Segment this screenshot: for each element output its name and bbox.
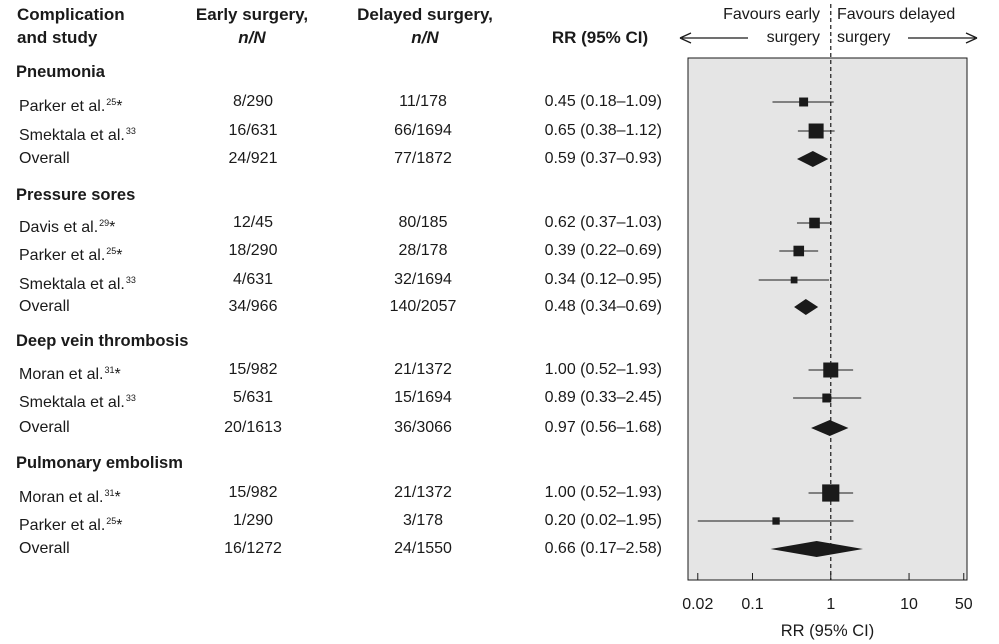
overall-label: Overall — [19, 419, 70, 436]
header-early-line2: n/N — [238, 28, 266, 47]
x-tick-label: 0.02 — [682, 596, 714, 613]
reference-superscript: 29 — [99, 218, 110, 228]
estimate-square — [809, 124, 824, 139]
header-delayed-line2: n/N — [411, 28, 439, 47]
x-tick-label: 10 — [900, 596, 918, 613]
reference-superscript: 31 — [104, 488, 115, 498]
group-heading: Deep vein thrombosis — [16, 332, 189, 350]
early-surgery-value: 20/1613 — [224, 419, 282, 436]
star-marker: * — [109, 219, 116, 236]
delayed-surgery-value: 140/2057 — [389, 298, 457, 315]
header-complication-line1: Complication — [17, 5, 125, 24]
rr-ci-value: 0.39 (0.22–0.69) — [544, 242, 662, 259]
early-surgery-value: 12/45 — [232, 214, 274, 231]
star-marker: * — [116, 98, 123, 115]
early-surgery-value: 34/966 — [228, 298, 278, 315]
overall-label: Overall — [19, 540, 70, 557]
favours-delayed-line2: surgery — [837, 29, 891, 46]
favours-delayed-line1: Favours delayed — [837, 6, 956, 23]
early-surgery-value: 24/921 — [228, 150, 278, 167]
header-early-line1: Early surgery, — [195, 5, 309, 24]
reference-superscript: 33 — [125, 126, 136, 136]
study-name: Smektala et al.$^{33}$ — [19, 126, 136, 144]
plot-background — [688, 58, 967, 580]
header-delayed-line1: Delayed surgery, — [357, 5, 493, 24]
delayed-surgery-value: 66/1694 — [394, 122, 452, 139]
early-surgery-value: 18/290 — [228, 242, 278, 259]
study-name: Smektala et al.$^{33}$ — [19, 393, 136, 411]
header-complication-line2: and study — [17, 28, 98, 47]
delayed-surgery-value: 15/1694 — [394, 389, 452, 406]
early-surgery-value: 15/982 — [228, 361, 278, 378]
group-heading: Pulmonary embolism — [16, 454, 183, 472]
x-tick-label: 0.1 — [741, 596, 764, 613]
x-tick-label: 50 — [954, 596, 973, 613]
rr-ci-value: 0.97 (0.56–1.68) — [544, 419, 662, 436]
early-surgery-value: 8/290 — [232, 93, 274, 110]
reference-superscript: 25 — [106, 516, 117, 526]
overall-label: Overall — [19, 298, 70, 315]
early-surgery-value: 4/631 — [232, 271, 274, 288]
star-marker: * — [116, 517, 123, 534]
estimate-square — [793, 246, 804, 257]
rr-ci-value: 0.45 (0.18–1.09) — [544, 93, 662, 110]
early-surgery-value: 16/1272 — [224, 540, 282, 557]
study-name: Parker et al.$^{25}$* — [19, 246, 123, 264]
reference-superscript: 33 — [125, 393, 136, 403]
star-marker: * — [114, 366, 121, 383]
favours-early-line2: surgery — [766, 29, 820, 46]
overall-label: Overall — [19, 150, 70, 167]
early-surgery-value: 1/290 — [232, 512, 274, 529]
early-surgery-value: 5/631 — [232, 389, 274, 406]
early-surgery-value: 16/631 — [228, 122, 278, 139]
study-name: Moran et al.$^{31}$* — [19, 488, 121, 506]
header-rr: RR (95% CI) — [551, 28, 649, 47]
rr-ci-value: 0.20 (0.02–1.95) — [544, 512, 662, 529]
direction-arrows — [680, 33, 977, 43]
x-axis — [682, 573, 973, 640]
star-marker: * — [114, 489, 121, 506]
x-tick-label: 1 — [826, 596, 836, 613]
estimate-square — [822, 394, 831, 403]
rr-ci-value: 0.59 (0.37–0.93) — [544, 150, 662, 167]
study-name: Parker et al.$^{25}$* — [19, 516, 123, 534]
reference-superscript: 31 — [104, 365, 115, 375]
study-name: Parker et al.$^{25}$* — [19, 97, 123, 115]
estimate-square — [809, 218, 820, 229]
estimate-square — [822, 484, 839, 501]
rr-ci-value: 1.00 (0.52–1.93) — [544, 361, 662, 378]
delayed-surgery-value: 77/1872 — [394, 150, 452, 167]
favours-early-line1: Favours early — [723, 6, 820, 23]
estimate-square — [823, 363, 838, 378]
delayed-surgery-value: 21/1372 — [394, 361, 452, 378]
delayed-surgery-value: 80/185 — [398, 214, 448, 231]
x-axis-label: RR (95% CI) — [780, 622, 875, 640]
estimate-square — [791, 277, 798, 284]
group-heading: Pneumonia — [16, 63, 105, 81]
reference-superscript: 25 — [106, 97, 117, 107]
early-surgery-value: 15/982 — [228, 484, 278, 501]
study-name: Smektala et al.$^{33}$ — [19, 275, 136, 293]
delayed-surgery-value: 21/1372 — [394, 484, 452, 501]
delayed-surgery-value: 32/1694 — [394, 271, 452, 288]
rr-ci-value: 1.00 (0.52–1.93) — [544, 484, 662, 501]
rr-ci-value: 0.62 (0.37–1.03) — [544, 214, 662, 231]
reference-superscript: 25 — [106, 246, 117, 256]
estimate-square — [772, 517, 779, 524]
delayed-surgery-value: 24/1550 — [394, 540, 452, 557]
study-name: Davis et al.$^{29}$* — [19, 218, 116, 236]
rr-ci-value: 0.65 (0.38–1.12) — [544, 122, 662, 139]
rr-ci-value: 0.89 (0.33–2.45) — [544, 389, 662, 406]
estimate-square — [799, 98, 808, 107]
delayed-surgery-value: 3/178 — [402, 512, 444, 529]
rr-ci-value: 0.66 (0.17–2.58) — [544, 540, 662, 557]
reference-superscript: 33 — [125, 275, 136, 285]
rr-ci-value: 0.34 (0.12–0.95) — [544, 271, 662, 288]
delayed-surgery-value: 11/178 — [399, 93, 447, 110]
delayed-surgery-value: 36/3066 — [394, 419, 452, 436]
delayed-surgery-value: 28/178 — [398, 242, 448, 259]
star-marker: * — [116, 247, 123, 264]
group-heading: Pressure sores — [16, 186, 136, 204]
rr-ci-value: 0.48 (0.34–0.69) — [544, 298, 662, 315]
study-name: Moran et al.$^{31}$* — [19, 365, 121, 383]
